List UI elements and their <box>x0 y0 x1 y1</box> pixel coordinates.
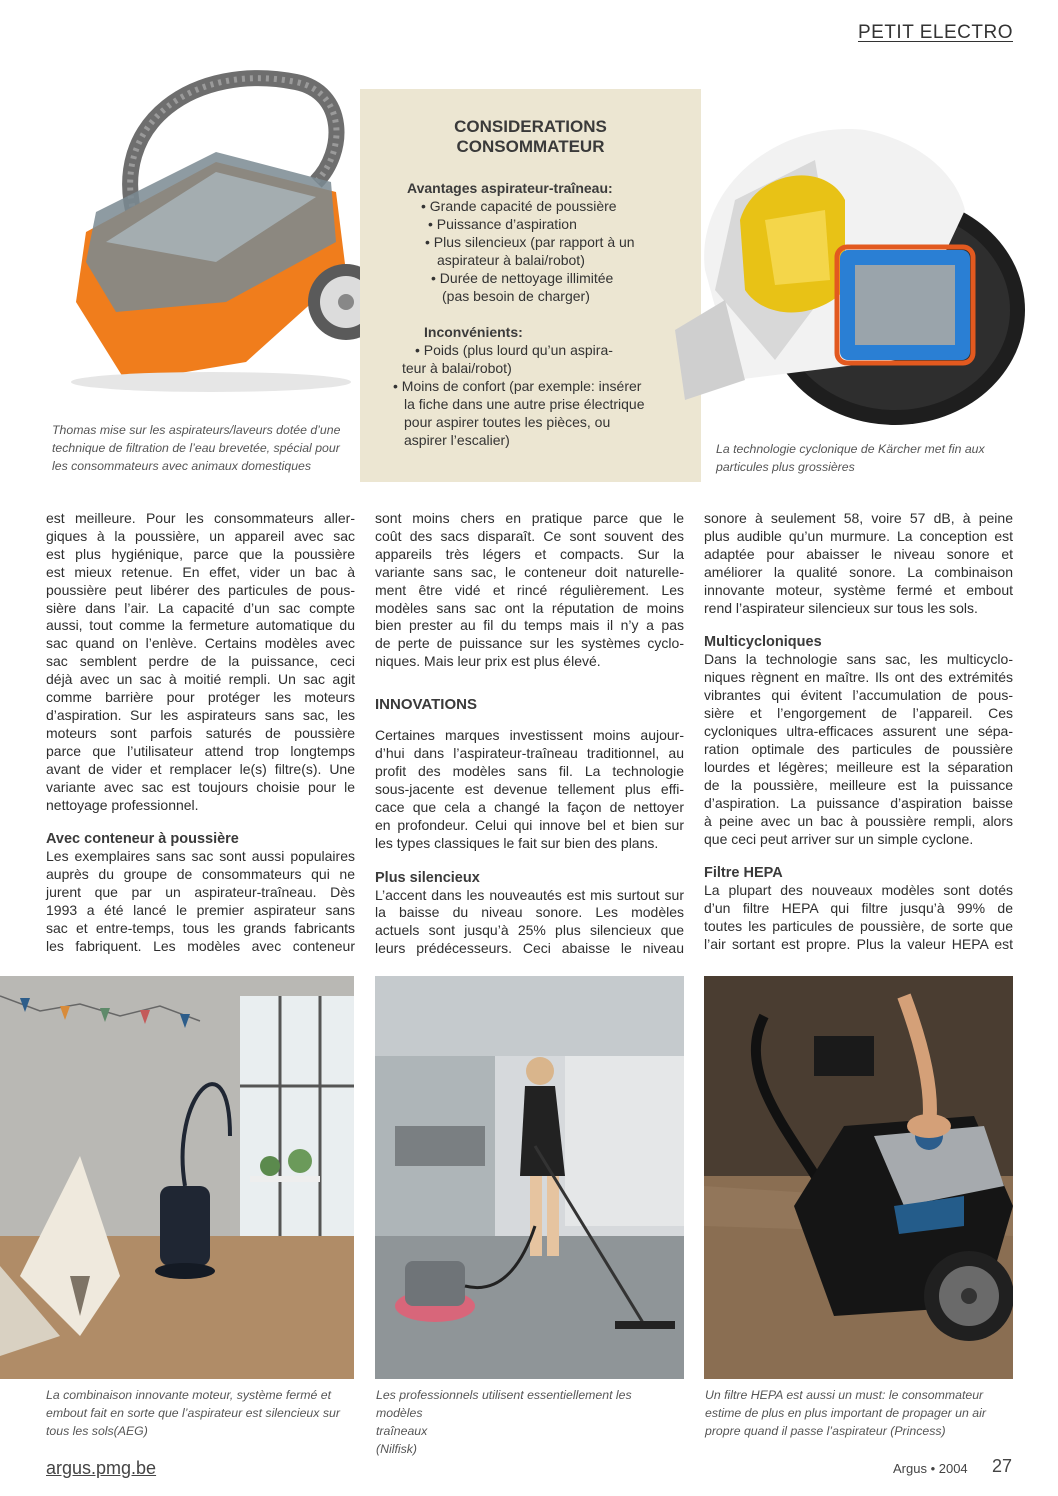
caption-princess: Un filtre HEPA est aussi un must: le consommateur estime de plus en plus important de propager un air propre quand il passe l’aspirateur (Princess) <box>705 1388 986 1438</box>
caption-aeg: La combinaison innovante moteur, système fermé et embout fait en sorte que l’aspirateur est silencieux sur tous les sols(AEG) <box>46 1388 340 1438</box>
subheading: Plus silencieux <box>375 869 480 886</box>
paragraph: Les exemplaires sans sac sont aussi populaires auprès du groupe de consommateurs qui ne jurent que par un aspirateur-traîneau. Dès 1993 a été lancé le premier aspirateur sans sac et entre-temps, tous les grands fabricants les fabriquent. Les modèles avec conteneur <box>46 848 355 954</box>
advantages-heading: Avantages aspirateur-traîneau: <box>407 180 613 196</box>
advantage-item: • Grande capacité de poussière <box>421 198 617 214</box>
paragraph: Dans la technologie sans sac, les multicyclo- niques règnent en maître. Ils ont des extrémités vibrantes qui évitent l’accumulation de pous- sière et l’engorgement de l’appareil. Ces cycloniques ultra-efficaces assurent une sépa- ration optimale des particules de poussière lourdes et légères; meilleure est la séparation de la poussière, meilleure est la puissance d’aspiration. La puissance d’aspiration baisse à peine avec un bac à poussière rempli, alors que ceci peut arriver sur un simple cyclone. <box>704 651 1013 847</box>
sidebar-title: CONSIDERATIONS CONSOMMATEUR <box>454 117 607 156</box>
caption-nilfisk: Les professionnels utilisent essentiellement les modèles traîneaux (Nilfisk) <box>376 1388 632 1456</box>
photo-nilfisk-office <box>375 976 684 1379</box>
sidebar-consumer-considerations <box>360 89 701 482</box>
paragraph: La plupart des nouveaux modèles sont dotés d’un filtre HEPA qui filtre jusqu’à 99% de toutes les particules de poussière, de sorte que l’air sortant est propre. Plus la valeur HEPA est <box>704 882 1013 953</box>
photo-aeg-room <box>0 976 354 1379</box>
article-column-3 <box>704 510 1013 954</box>
advantage-item: (pas besoin de charger) <box>442 288 590 304</box>
page-number: 27 <box>992 1456 1013 1476</box>
subheading: Filtre HEPA <box>704 865 783 882</box>
advantage-item: aspirateur à balai/robot) <box>437 252 585 268</box>
paragraph: Certaines marques investissent moins aujour- d’hui dans l’aspirateur-traîneau traditionnel, au profit des modèles sans fil. La technologie sous-jacente est devenue tellement plus effi- cace que cela a changé la façon de nettoyer en profondeur. Celui qui innove bel et bien sur les types classiques le fait sur bien des plans. <box>375 727 684 851</box>
caption-thomas: Thomas mise sur les aspirateurs/laveurs dotée d’une technique de filtration de l’eau brevetée, spécial pour les consommateurs avec animaux domestiques <box>52 423 341 473</box>
advantage-item: • Plus silencieux (par rapport à un <box>425 234 635 250</box>
disadvantage-item: pour aspirer toutes les pièces, ou <box>404 414 611 430</box>
paragraph: L’accent dans les nouveautés est mis surtout sur la baisse du niveau sonore. Les modèles actuels sont jusqu’à 25% plus silencieux que leurs prédécesseurs. Ceci abaisse le niveau <box>375 886 684 957</box>
disadvantage-item: aspirer l’escalier) <box>404 432 510 448</box>
advantage-item: • Durée de nettoyage illimitée <box>431 270 614 286</box>
disadvantages-heading: Inconvénients: <box>424 324 523 340</box>
caption-karcher: La technologie cyclonique de Kärcher met fin aux particules plus grossières <box>716 442 985 474</box>
article-column-2 <box>375 510 684 958</box>
disadvantage-item: teur à balai/robot) <box>402 360 512 376</box>
disadvantage-item: • Moins de confort (par exemple: insérer <box>393 378 642 394</box>
disadvantage-item: la fiche dans une autre prise électrique <box>404 396 645 412</box>
section-tag: PETIT ELECTRO <box>857 22 1013 43</box>
photo-karcher-vacuum <box>665 100 1025 430</box>
issue-label: Argus • 2004 <box>893 1461 968 1476</box>
photo-princess-hepa <box>704 976 1013 1379</box>
section-heading: INNOVATIONS <box>375 696 477 714</box>
paragraph: est meilleure. Pour les consommateurs aller- giques à la poussière, un appareil avec sac est plus hygiénique, parce que la poussière est mieux retenue. En effet, vider un bac à poussière peut libérer des particules de pous- sière dans l’air. La capacité d’un sac compte aussi, tout comme la fermeture automatique du sac quand on l’enlève. Certains modèles avec sac semblent perdre de la puissance, ceci déjà avec un sac à moitié rempli. Un sac agit comme barrière pour protéger les moteurs d’aspiration. Sur les aspirateurs sans sac, les moteurs sont parfois saturés de poussière parce que l’utilisateur attend trop longtemps avant de vider et remplacer le(s) filtre(s). Une variante avec sac est toujours choisie pour le nettoyage professionnel. <box>46 510 355 813</box>
website-link[interactable]: argus.pmg.be <box>46 1458 157 1478</box>
subheading: Avec conteneur à poussière <box>46 831 239 848</box>
subheading: Multicycloniques <box>704 634 822 651</box>
paragraph: sonore à seulement 58, voire 57 dB, à peine plus audible qu’un murmure. La conception est adaptée pour abaisser le niveau sonore et améliorer la qualité sonore. La combinaison innovante moteur, système fermé et embout rend l’aspirateur silencieux sur tous les sols. <box>704 510 1013 616</box>
disadvantage-item: • Poids (plus lourd qu’un aspira- <box>415 342 613 358</box>
advantage-item: • Puissance d’aspiration <box>428 216 577 232</box>
paragraph: sont moins chers en pratique parce que le coût des sacs disparaît. Ce sont souvent des appareils très légers et compacts. Sur la variante sans sac, le conteneur doit naturelle- ment être vidé et rincé régulièrement. Les modèles sans sac ont la réputation de moins bien prester au fil du temps mais il n’y a pas de perte de puissance sur les systèmes cyclo- niques. Mais leur prix est plus élevé. <box>375 510 684 670</box>
photo-thomas-vacuum <box>46 62 366 402</box>
article-column-1 <box>46 510 355 956</box>
